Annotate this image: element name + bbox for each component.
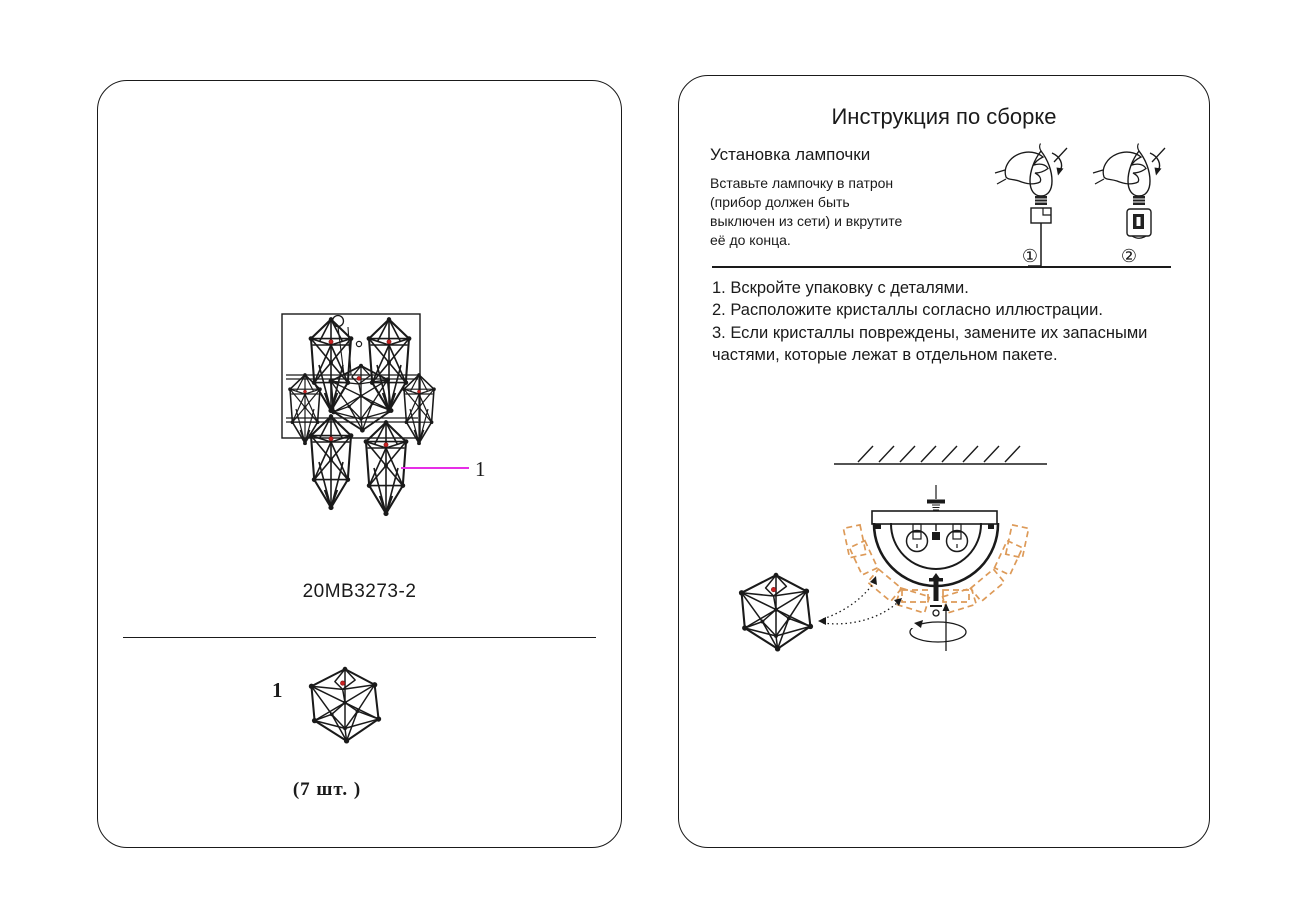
center-pin — [932, 524, 940, 540]
hand-icon — [1005, 152, 1048, 184]
figure-1-label: ① — [1021, 246, 1039, 266]
bulb-socket-right — [947, 524, 968, 552]
socket-cup-icon — [1127, 209, 1151, 238]
crystal-icon — [306, 666, 384, 744]
bulb-install-figure-2 — [1093, 144, 1165, 239]
section-divider — [712, 266, 1171, 268]
step-item: 1. Вскройте упаковку с деталями. — [712, 279, 969, 297]
part-index-label: 1 — [272, 678, 283, 702]
bulb-screw-base — [1035, 196, 1047, 205]
model-number: 20MB3273-2 — [302, 581, 417, 602]
step-item: 3. Если кристаллы повреждены, замените их запасными частями, которые лежат в отдельном пакете. — [712, 323, 1148, 365]
figure-2-label: ② — [1120, 246, 1138, 266]
assembly-steps — [712, 277, 1154, 367]
parts-list-divider — [123, 637, 596, 638]
bulb-install-figures — [971, 136, 1186, 271]
finial-icon — [929, 573, 943, 616]
part-quantity: (7 шт. ) — [292, 779, 362, 800]
note-line: выключен из сети) и вкрутите — [710, 213, 903, 229]
section-heading: Установка лампочки — [710, 145, 871, 164]
wall-lamp-diagram — [251, 296, 501, 526]
note-line: Вставьте лампочку в патрон — [710, 175, 894, 191]
bulb-install-note — [710, 174, 902, 250]
hand-icon — [1103, 152, 1146, 184]
twist-arrow-icon — [1052, 148, 1067, 176]
note-line: её до конца. — [710, 232, 791, 248]
note-line: (прибор должен быть — [710, 194, 850, 210]
twist-arrow-icon — [1150, 148, 1165, 176]
mounting-diagram — [721, 441, 1061, 661]
page-title: Инструкция по сборке — [831, 104, 1057, 129]
crystal-cluster — [288, 317, 436, 516]
right-page-panel — [678, 75, 1210, 848]
step-item: 2. Расположите кристаллы согласно иллюстрации. — [712, 301, 1103, 320]
crystal-icon — [739, 573, 813, 652]
callout-label: 1 — [475, 457, 486, 481]
placement-dotted-arrows — [818, 576, 902, 625]
bulb-socket-left — [907, 524, 928, 552]
left-page-panel — [97, 80, 622, 848]
